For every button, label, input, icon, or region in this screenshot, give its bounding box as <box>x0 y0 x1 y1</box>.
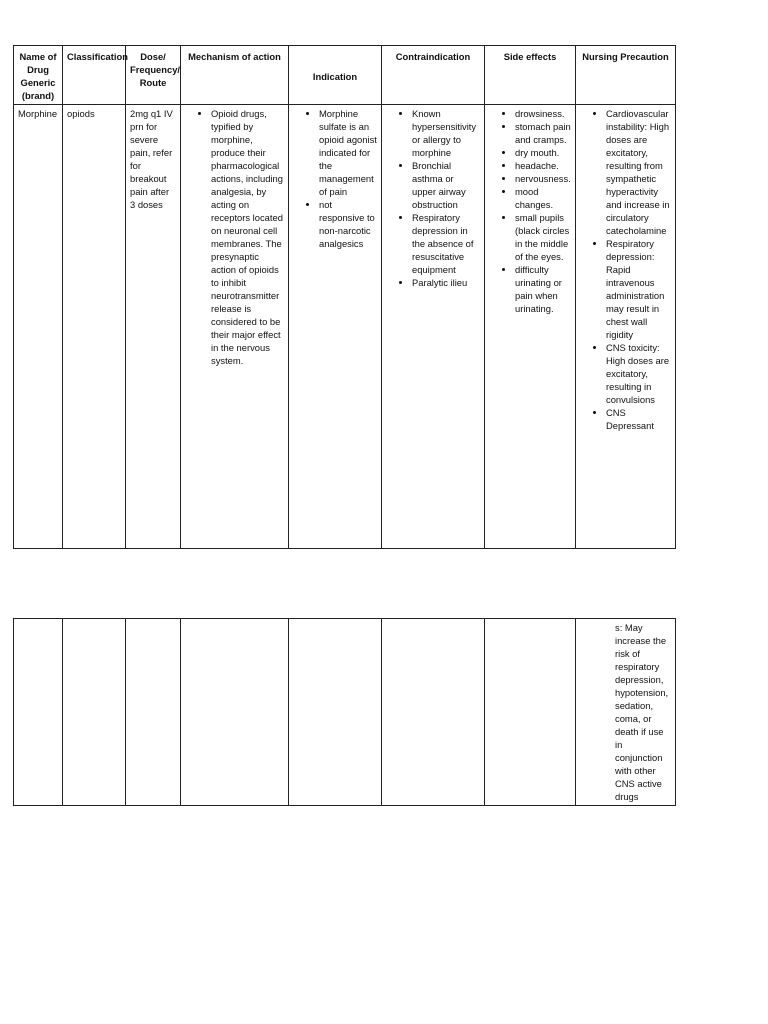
header-indication: Indication <box>289 46 382 105</box>
list-item: • nervousness. <box>515 172 571 185</box>
list-item: • Cardiovascular instability: High doses are excitatory, resulting from sympathetic hyperactivity and increase in circulatory catecholamine <box>606 107 671 237</box>
empty-cell <box>485 619 576 806</box>
drug-name-cell: Morphine <box>14 105 63 549</box>
list-item: • CNS Depressant <box>606 406 671 432</box>
drug-table-continuation <box>13 618 676 806</box>
indication-cell <box>289 105 382 549</box>
mechanism-list <box>185 107 284 367</box>
table-row <box>14 105 676 549</box>
header-nursing: Nursing Precaution <box>576 46 676 105</box>
list-item: • Bronchial asthma or upper airway obstruction <box>412 159 480 211</box>
header-classification: Classification <box>63 46 126 105</box>
dose-cell: 2mg q1 IV prn for severe pain, refer for breakout pain after 3 doses <box>126 105 181 549</box>
table-header-row <box>14 46 676 105</box>
header-contraindication: Contraindication <box>382 46 485 105</box>
empty-cell <box>126 619 181 806</box>
empty-cell <box>181 619 289 806</box>
list-item: • headache. <box>515 159 571 172</box>
table-row <box>14 619 676 806</box>
classification-cell: opiods <box>63 105 126 549</box>
drug-table <box>13 45 676 549</box>
list-item: • mood changes. <box>515 185 571 211</box>
list-item: • Respiratory depression in the absence of resuscitative equipment <box>412 211 480 276</box>
list-item: • Respiratory depression: Rapid intravenous administration may result in chest wall rigidity <box>606 237 671 341</box>
mechanism-cell <box>181 105 289 549</box>
contraindication-list <box>386 107 480 289</box>
list-item: • dry mouth. <box>515 146 571 159</box>
header-mechanism: Mechanism of action <box>181 46 289 105</box>
contraindication-cell <box>382 105 485 549</box>
nursing-cell <box>576 105 676 549</box>
header-dose: Dose/ Frequency/ Route <box>126 46 181 105</box>
header-name: Name of Drug Generic (brand) <box>14 46 63 105</box>
header-side-effects: Side effects <box>485 46 576 105</box>
list-item: • difficulty urinating or pain when urinating. <box>515 263 571 315</box>
empty-cell <box>382 619 485 806</box>
list-item: • small pupils (black circles in the middle of the eyes. <box>515 211 571 263</box>
list-item: • stomach pain and cramps. <box>515 120 571 146</box>
list-item: • Opioid drugs, typified by morphine, produce their pharmacological actions, including analgesia, by acting on receptors located on neuronal cell membranes. The presynaptic action of opioids to inhibit neurotransmitter release is considered to be their major effect in the nervous system. <box>211 107 284 367</box>
indication-list <box>293 107 377 250</box>
empty-cell <box>63 619 126 806</box>
side-effects-cell <box>485 105 576 549</box>
list-item: • not responsive to non-narcotic analgesics <box>319 198 377 250</box>
nursing-list <box>580 107 671 432</box>
list-item: • drowsiness. <box>515 107 571 120</box>
list-item: • Paralytic ilieu <box>412 276 480 289</box>
list-item: • CNS toxicity: High doses are excitatory, resulting in convulsions <box>606 341 671 406</box>
empty-cell <box>289 619 382 806</box>
nursing-continuation-cell: s: May increase the risk of respiratory depression, hypotension, sedation, coma, or death if use in conjunction with other CNS active drugs <box>576 619 676 806</box>
list-item: • Known hypersensitivity or allergy to morphine <box>412 107 480 159</box>
empty-cell <box>14 619 63 806</box>
list-item: • Morphine sulfate is an opioid agonist indicated for the management of pain <box>319 107 377 198</box>
side-effects-list <box>489 107 571 315</box>
